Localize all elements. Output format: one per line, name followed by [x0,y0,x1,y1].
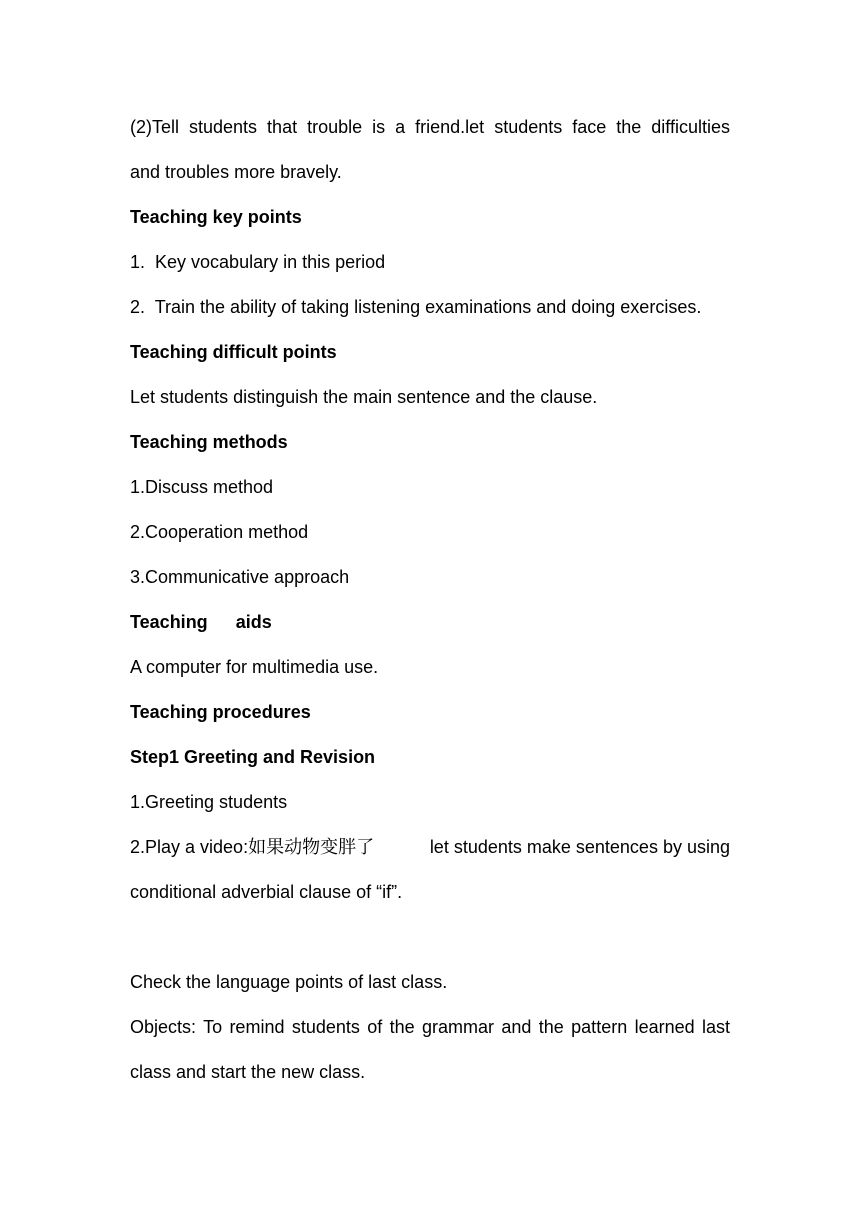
methods-heading: Teaching methods [130,432,288,452]
step1-item-2-prefix-group [130,835,374,860]
objective-2-line-2: and troubles more bravely. [130,162,342,182]
objective-2-line-1: (2)Tell students that trouble is a friend.let students face the difficulties [130,117,730,137]
step1-item-2-line-2: conditional adverbial clause of “if”. [130,882,403,902]
aids-text: A computer for multimedia use. [130,657,379,677]
step1-item-2-chinese-title: 如果动物变胖了 [248,837,375,858]
difficult-points-heading: Teaching difficult points [130,342,337,362]
key-point-item-1: 1. Key vocabulary in this period [130,252,386,272]
check-text: Check the language points of last class. [130,972,448,992]
aids-heading [130,610,730,634]
step1-item-2-rest: let students make sentences by using [429,837,730,857]
step1-item-1: 1.Greeting students [130,792,288,812]
difficult-points-text: Let students distinguish the main sentence and the clause. [130,387,598,407]
procedures-heading: Teaching procedures [130,702,311,722]
step1-item-2-prefix: 2.Play a video: [130,837,249,857]
aids-heading-word-2: aids [235,612,272,632]
method-item-2: 2.Cooperation method [130,522,309,542]
step1-heading: Step1 Greeting and Revision [130,747,376,767]
objects-line-1: Objects: To remind students of the grammar and the pattern learned last [130,1017,730,1037]
method-item-3: 3.Communicative approach [130,567,350,587]
key-point-item-2: 2. Train the ability of taking listening examinations and doing exercises. [130,297,702,317]
aids-heading-word-1: Teaching [130,612,208,632]
key-points-heading: Teaching key points [130,207,302,227]
method-item-1: 1.Discuss method [130,477,274,497]
step1-item-2-line-1 [130,835,730,860]
objects-line-2: class and start the new class. [130,1062,366,1082]
